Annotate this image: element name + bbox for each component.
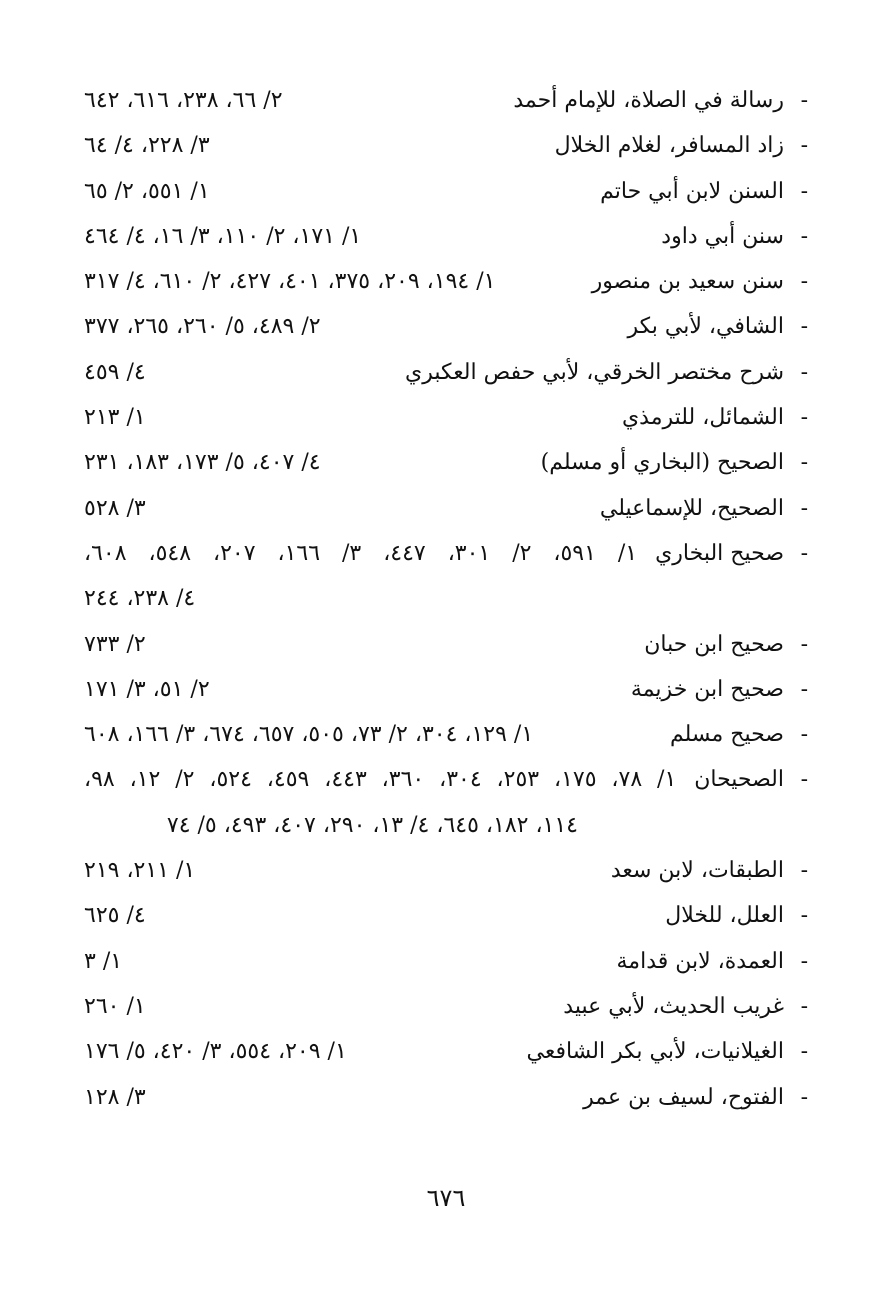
entry-dash: -	[800, 450, 808, 476]
entry-title: غريب الحديث، لأبي عبيد	[563, 993, 784, 1019]
entry-dash: -	[800, 1084, 808, 1110]
entry-references: ١/ ٧٨، ١٧٥، ٢٥٣، ٣٠٤، ٣٦٠، ٤٤٣، ٤٥٩، ٥٢٤، ٢/ ١٢، ٩٨،	[84, 767, 677, 793]
entry-references: ٣/ ١٢٨	[84, 1084, 146, 1110]
entry-references: ٤/ ٦٢٥	[84, 903, 146, 929]
entry-dash: -	[800, 676, 808, 702]
entry-dash: -	[800, 903, 808, 929]
entry-references: ٣/ ٥٢٨	[84, 495, 146, 521]
index-entry	[84, 123, 808, 168]
entry-references: ٣/ ٢٢٨، ٤/ ٦٤	[84, 133, 210, 159]
index-entry	[84, 440, 808, 485]
entry-references: ١/ ٢٠٩، ٥٥٤، ٣/ ٤٢٠، ٥/ ١٧٦	[84, 1039, 347, 1065]
entry-title: الطبقات، لابن سعد	[610, 858, 784, 884]
entry-dash: -	[800, 178, 808, 204]
entry-title: سنن سعيد بن منصور	[591, 269, 784, 295]
entry-references: ٢/ ٥١، ٣/ ١٧١	[84, 676, 210, 702]
entry-dash: -	[800, 269, 808, 295]
entry-dash: -	[800, 948, 808, 974]
index-entry	[84, 848, 808, 893]
entry-references: ١/ ٢١١، ٢١٩	[84, 858, 196, 884]
entry-dash: -	[800, 858, 808, 884]
entry-title: العلل، للخلال	[665, 903, 784, 929]
entry-references: ٢/ ٦٦، ٢٣٨، ٦١٦، ٦٤٢	[84, 88, 283, 113]
entry-references: ٢/ ٧٣٣	[84, 631, 146, 657]
entry-references: ١/ ٣	[84, 948, 123, 974]
index-entry	[84, 1075, 808, 1120]
entry-dash: -	[800, 88, 808, 113]
entry-references-continued: ١١٤، ١٨٢، ٦٤٥، ٤/ ١٣، ٢٩٠، ٤٠٧، ٤٩٣، ٥/ ٧٤	[166, 812, 578, 838]
entry-references: ٤/ ٤٠٧، ٥/ ١٧٣، ١٨٣، ٢٣١	[84, 450, 321, 476]
index-entry	[84, 757, 808, 802]
entry-references: ٢/ ٤٨٩، ٥/ ٢٦٠، ٢٦٥، ٣٧٧	[84, 314, 321, 340]
entry-dash: -	[800, 314, 808, 340]
entry-title: شرح مختصر الخرقي، لأبي حفص العكبري	[405, 359, 784, 385]
entry-dash: -	[800, 722, 808, 748]
entry-references: ١/ ٥٥١، ٢/ ٦٥	[84, 178, 210, 204]
entry-title: الصحيح (البخاري أو مسلم)	[540, 450, 784, 476]
index-entry	[84, 939, 808, 984]
sources-index-list	[84, 78, 808, 1120]
index-entry	[84, 304, 808, 349]
index-entry	[84, 78, 808, 123]
entry-title: صحيح ابن حبان	[644, 631, 784, 657]
entry-title: الشمائل، للترمذي	[621, 405, 784, 431]
entry-references: ١/ ٢١٣	[84, 405, 146, 431]
entry-title: صحيح البخاري	[655, 540, 784, 566]
index-entry	[84, 1029, 808, 1074]
entry-title: زاد المسافر، لغلام الخلال	[554, 133, 784, 159]
entry-title: سنن أبي داود	[661, 223, 784, 249]
entry-title: الشافي، لأبي بكر	[627, 314, 784, 340]
page-number: ٦٧٦	[426, 1184, 466, 1212]
entry-references: ١/ ١٧١، ٢/ ١١٠، ٣/ ١٦، ٤/ ٤٦٤	[84, 223, 362, 249]
entry-references: ١/ ٢٦٠	[84, 993, 146, 1019]
entry-references: ٤/ ٤٥٩	[84, 359, 146, 385]
index-entry-continuation	[84, 576, 808, 621]
entry-references: ١/ ١٩٤، ٢٠٩، ٣٧٥، ٤٠١، ٤٢٧، ٢/ ٦١٠، ٤/ ٣١٧	[84, 269, 496, 295]
entry-dash: -	[800, 540, 808, 566]
entry-references: ١/ ٥٩١، ٢/ ٣٠١، ٤٤٧، ٣/ ١٦٦، ٢٠٧، ٥٤٨، ٦٠٨،	[84, 540, 638, 566]
entry-references-continued: ٤/ ٢٣٨، ٢٤٤	[84, 586, 196, 612]
index-entry	[84, 350, 808, 395]
index-entry	[84, 531, 808, 576]
entry-dash: -	[800, 405, 808, 431]
entry-title: رسالة في الصلاة، للإمام أحمد	[513, 88, 784, 113]
entry-dash: -	[800, 133, 808, 159]
index-entry	[84, 667, 808, 712]
index-entry	[84, 395, 808, 440]
entry-title: الفتوح، لسيف بن عمر	[583, 1084, 784, 1110]
entry-title: صحيح مسلم	[669, 722, 784, 748]
entry-title: صحيح ابن خزيمة	[630, 676, 784, 702]
entry-title: العمدة، لابن قدامة	[616, 948, 784, 974]
index-entry	[84, 984, 808, 1029]
index-entry	[84, 712, 808, 757]
entry-references: ١/ ١٢٩، ٣٠٤، ٢/ ٧٣، ٥٠٥، ٦٥٧، ٦٧٤، ٣/ ١٦٦، ٦٠٨	[84, 722, 534, 748]
entry-dash: -	[800, 631, 808, 657]
entry-dash: -	[800, 359, 808, 385]
entry-dash: -	[800, 223, 808, 249]
index-entry	[84, 259, 808, 304]
index-entry	[84, 893, 808, 938]
entry-title: الغيلانيات، لأبي بكر الشافعي	[526, 1039, 784, 1065]
index-entry	[84, 622, 808, 667]
entry-title: الصحيح، للإسماعيلي	[599, 495, 784, 521]
entry-dash: -	[800, 1039, 808, 1065]
index-entry	[84, 169, 808, 214]
index-entry	[84, 214, 808, 259]
entry-dash: -	[800, 495, 808, 521]
index-entry	[84, 486, 808, 531]
entry-dash: -	[800, 993, 808, 1019]
entry-dash: -	[800, 767, 808, 793]
entry-title: السنن لابن أبي حاتم	[600, 178, 784, 204]
index-entry-continuation	[84, 803, 808, 848]
entry-title: الصحيحان	[694, 767, 784, 793]
